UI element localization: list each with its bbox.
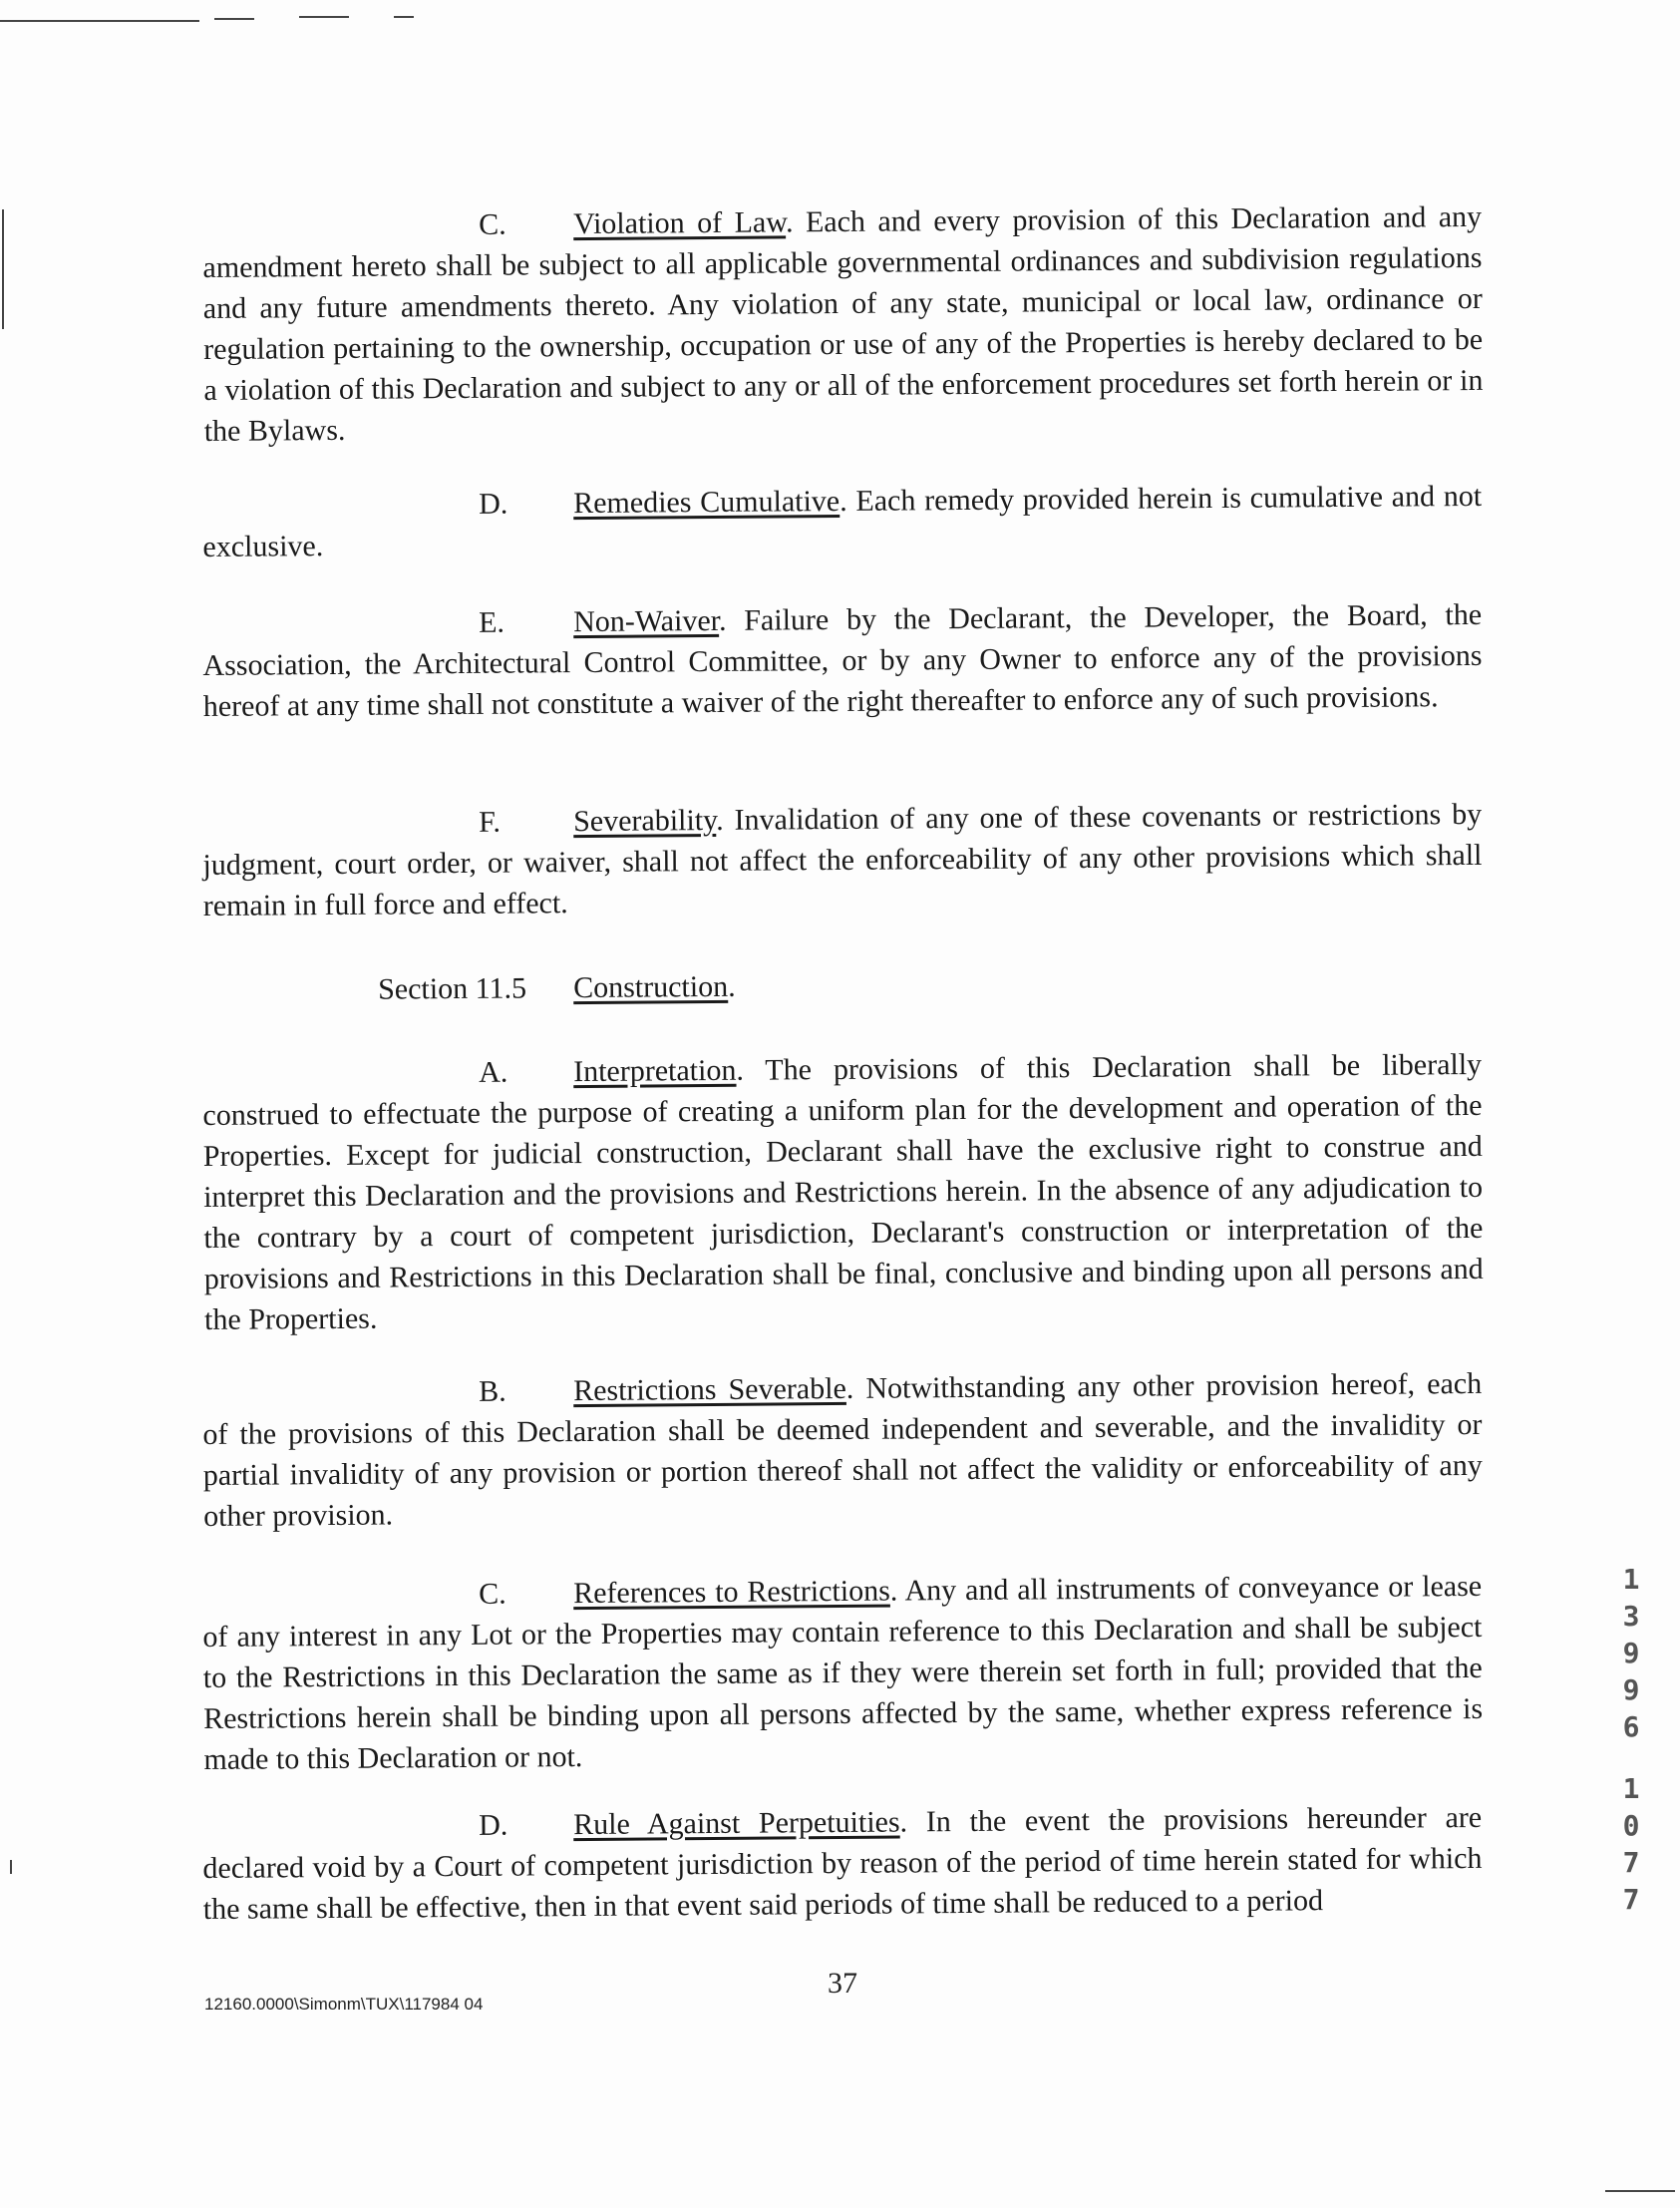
section-number: Section 11.5 bbox=[378, 971, 527, 1006]
paragraph-label: E. bbox=[479, 605, 505, 639]
section-11-5-title bbox=[202, 970, 1482, 1011]
stamp-digit: 9 bbox=[1622, 1673, 1640, 1706]
paragraph-label: A. bbox=[479, 1055, 508, 1089]
paragraph-body: . Each remedy provided herein is cumulative and not exclusive. bbox=[202, 479, 1483, 563]
page-number: 37 bbox=[828, 1967, 857, 2000]
paragraph-heading: Interpretation bbox=[573, 1053, 737, 1089]
paragraph-b-restrictions-severable bbox=[202, 1366, 1483, 1537]
scan-line-left bbox=[2, 209, 4, 329]
stamp-digit: 3 bbox=[1622, 1600, 1640, 1633]
recording-stamp-bottom bbox=[1613, 1770, 1649, 1918]
stamp-digit: 9 bbox=[1622, 1637, 1640, 1669]
paragraph-label: C. bbox=[479, 1577, 506, 1611]
stamp-digit: 1 bbox=[1622, 1563, 1640, 1596]
stamp-digit: 7 bbox=[1622, 1846, 1640, 1879]
scan-dash-2 bbox=[299, 16, 349, 18]
paragraph-body: . The provisions of this Declaration shall be liberally construed to effectuate the purpose of creating a uniform plan for the development and operation of the Properties. Except for judicial construction, Declarant shall have the exclusive right to construe and interpret this Declaration and the provisions and Restrictions herein. In the absence of any adjudication to the contrary by a court of competent jurisdiction, Declarant's construction or interpretation of the provisions and Restrictions in this Declaration shall be final, conclusive and binding upon all persons and the Properties. bbox=[202, 1047, 1484, 1336]
paragraph-heading: Non-Waiver bbox=[573, 603, 720, 639]
paragraph-body: . Failure by the Declarant, the Developer, the Board, the Association, the Architectural Control Committee, or by any Owner to enforce any of the provisions hereof at any time shall not constitute a waiver of the right thereafter to enforce any of such provisions. bbox=[202, 597, 1483, 723]
paragraph-body: . Invalidation of any one of these covenants or restrictions by judgment, court order, or waiver, shall not affect the enforceability of any other provisions which shall remain in full force and effect. bbox=[202, 797, 1483, 922]
paragraph-heading: References to Restrictions bbox=[573, 1574, 890, 1611]
section-heading-suffix: . bbox=[728, 969, 736, 1003]
document-id: 12160.0000\Simonm\TUX\117984 04 bbox=[204, 1995, 484, 2014]
scan-line-bottom bbox=[1605, 2190, 1675, 2192]
scan-tick-left bbox=[10, 1860, 12, 1874]
paragraph-body: . In the event the provisions hereunder are declared void by a Court of competent jurisdiction by reason of the period of time herein stated for which the same shall be effective, then in that event said periods of time shall be reduced to a period bbox=[202, 1800, 1483, 1926]
recording-stamp-top bbox=[1613, 1561, 1649, 1745]
paragraph-label: B. bbox=[479, 1374, 506, 1408]
stamp-digit: 7 bbox=[1622, 1883, 1640, 1916]
paragraph-c-violation bbox=[202, 199, 1484, 452]
paragraph-d-remedies bbox=[202, 479, 1483, 567]
paragraph-heading: Restrictions Severable bbox=[573, 1371, 846, 1408]
scan-dash-3 bbox=[394, 16, 414, 18]
paragraph-heading: Violation of Law bbox=[573, 205, 787, 241]
paragraph-e-nonwaiver bbox=[202, 597, 1483, 727]
paragraph-label: C. bbox=[479, 207, 506, 241]
paragraph-d-perpetuities bbox=[202, 1800, 1483, 1930]
stamp-digit: 1 bbox=[1622, 1772, 1640, 1805]
scan-line-top bbox=[0, 20, 199, 22]
paragraph-body: . Each and every provision of this Declaration and any amendment hereto shall be subject to all applicable governmental ordinances and subdivision regulations and any future amendments thereto. Any violation of any state, municipal or local law, ordinance or regulation pertaining to the ownership, occupation or use of any of the Properties is hereby declared to be a violation of this Declaration and subject to any or all of the enforcement procedures set forth herein or in the Bylaws. bbox=[202, 199, 1484, 448]
paragraph-f-severability bbox=[202, 797, 1483, 926]
paragraph-c-references bbox=[202, 1569, 1484, 1780]
paragraph-label: F. bbox=[479, 805, 502, 839]
paragraph-heading: Severability bbox=[573, 803, 717, 839]
stamp-digit: 0 bbox=[1622, 1809, 1640, 1842]
paragraph-body: . Notwithstanding any other provision hereof, each of the provisions of this Declaration shall be deemed independent and severable, and the invalidity or partial invalidity of any provision or portion thereof shall not affect the validity or enforceability of any other provision. bbox=[202, 1366, 1483, 1533]
paragraph-label: D. bbox=[479, 1808, 508, 1842]
paragraph-label: D. bbox=[479, 487, 508, 521]
paragraph-heading: Rule Against Perpetuities bbox=[573, 1805, 900, 1842]
stamp-digit: 6 bbox=[1622, 1710, 1640, 1743]
paragraph-heading: Remedies Cumulative bbox=[573, 484, 840, 521]
paragraph-a-interpretation bbox=[202, 1047, 1484, 1340]
paragraph-body: . Any and all instruments of conveyance or lease of any interest in any Lot or the Properties may contain reference to this Declaration and shall be subject to the Restrictions in this Declaration the same as if they were therein set forth in full; provided that the Restrictions herein shall be binding upon all persons affected by the same, whether express reference is made to this Declaration or not. bbox=[202, 1569, 1484, 1776]
section-heading: Construction bbox=[573, 969, 729, 1005]
scan-dash-1 bbox=[214, 18, 254, 20]
